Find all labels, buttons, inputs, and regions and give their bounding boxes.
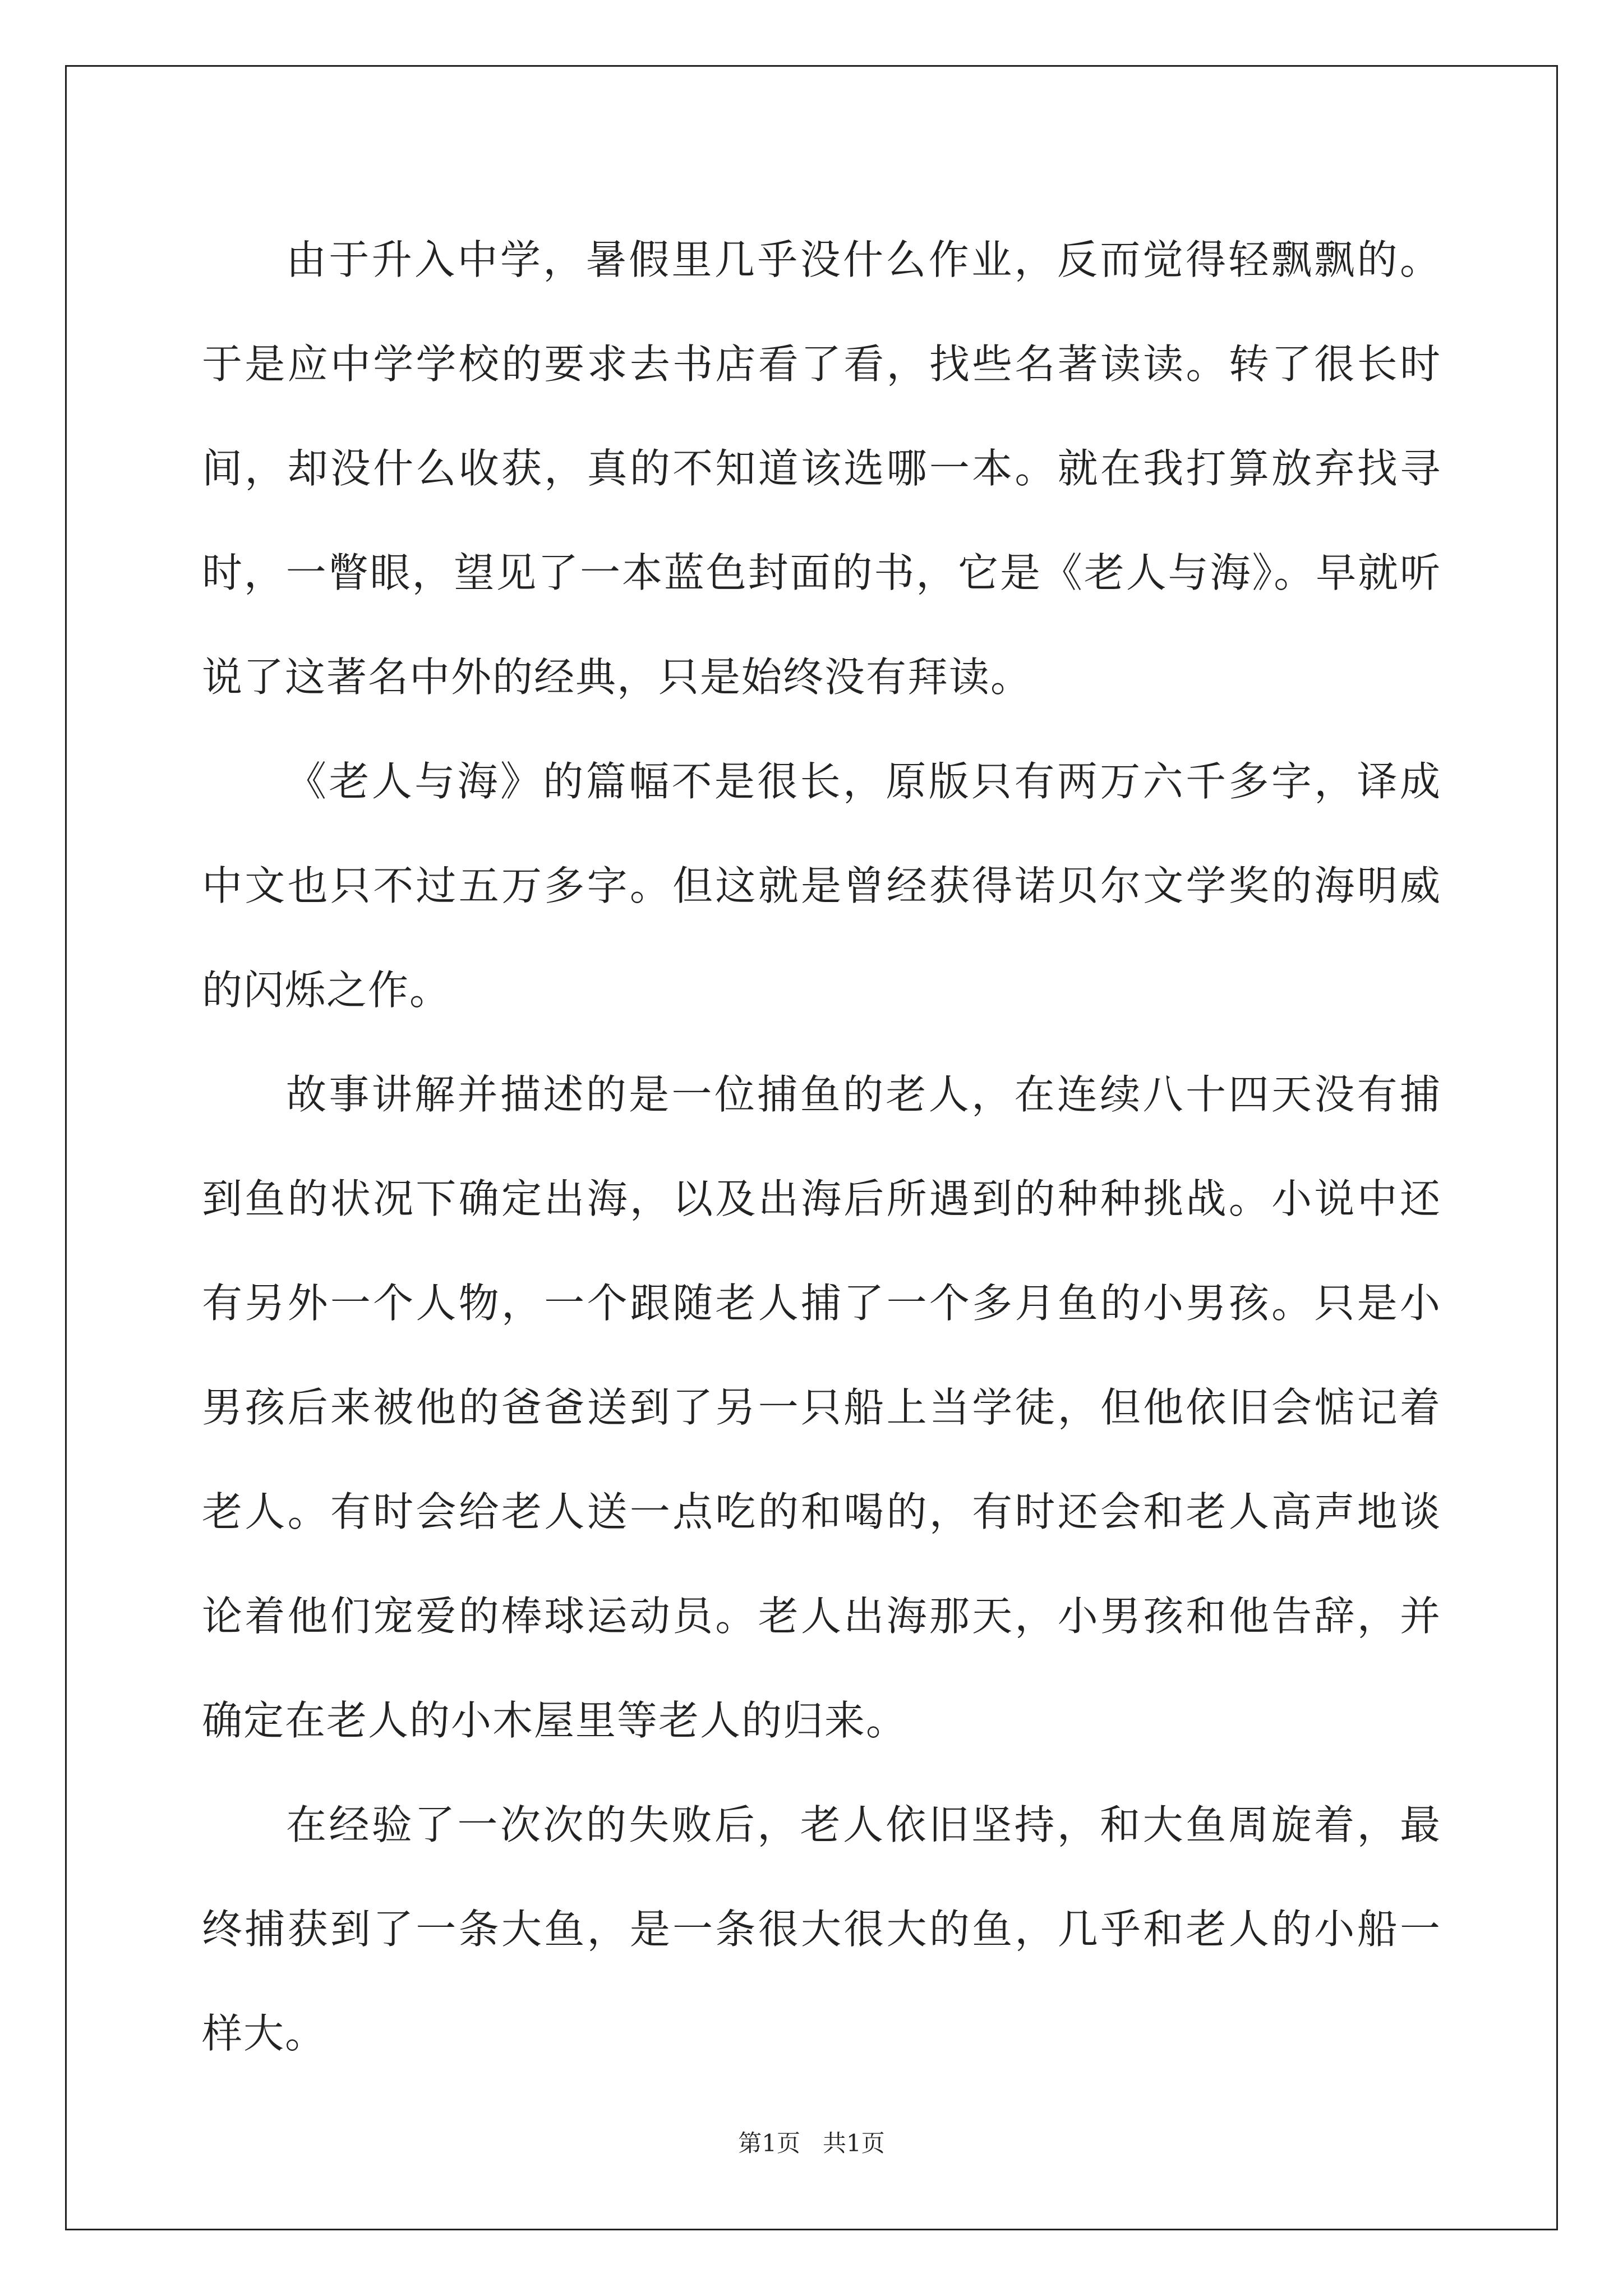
page-footer — [0, 2125, 1623, 2159]
document-body — [202, 208, 1441, 2086]
paragraph-4: 在经验了一次次的失败后，老人依旧坚持，和大鱼周旋着，最终捕获到了一条大鱼，是一条很大很大的鱼，几乎和老人的小船一样大。 — [202, 1801, 1441, 2057]
paragraph-2: 《老人与海》的篇幅不是很长，原版只有两万六千多字，译成中文也只不过五万多字。但这就是曾经获得诺贝尔文学奖的海明威的闪烁之作。 — [202, 758, 1441, 1014]
paragraph-3: 故事讲解并描述的是一位捕鱼的老人，在连续八十四天没有捕到鱼的状况下确定出海，以及出海后所遇到的种种挑战。小说中还有另外一个人物，一个跟随老人捕了一个多月鱼的小男孩。只是小男孩后来被他的爸爸送到了另一只船上当学徒，但他依旧会惦记着老人。有时会给老人送一点吃的和喝的，有时还会和老人高声地谈论着他们宠爱的棒球运动员。老人出海那天，小男孩和他告辞，并确定在老人的小木屋里等老人的归来。 — [202, 1071, 1441, 1744]
page-total: 共1页 — [823, 2129, 885, 2157]
page-number: 第1页 — [738, 2129, 800, 2157]
paragraph-1: 由于升入中学，暑假里几乎没什么作业，反而觉得轻飘飘的。于是应中学学校的要求去书店看了看，找些名著读读。转了很长时间，却没什么收获，真的不知道该选哪一本。就在我打算放弃找寻时，一瞥眼，望见了一本蓝色封面的书，它是《老人与海》。早就听说了这著名中外的经典，只是始终没有拜读。 — [202, 236, 1441, 701]
